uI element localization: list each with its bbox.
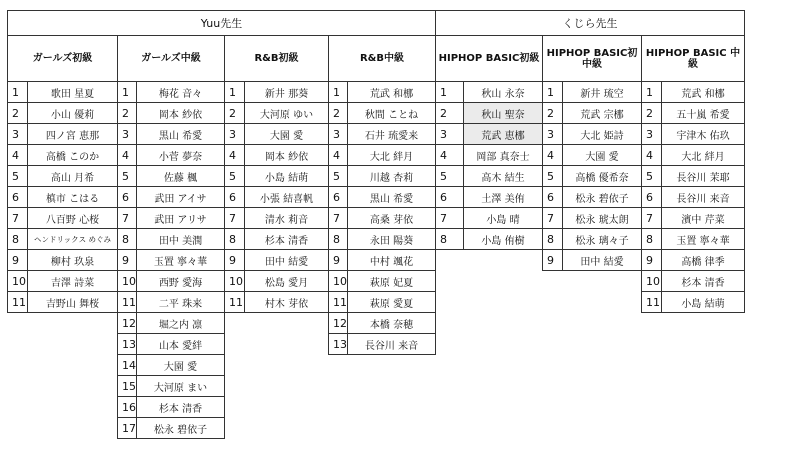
member-name: 山本 愛絆 (136, 333, 225, 355)
row-number: 7 (435, 207, 464, 229)
member-name: 本橋 奈穂 (347, 312, 436, 334)
row-number: 9 (7, 249, 28, 271)
member-name: 新井 琉空 (562, 81, 642, 103)
member-name: 宇津木 佑玖 (661, 123, 745, 145)
row-number: 4 (435, 144, 464, 166)
row-number: 15 (117, 375, 137, 397)
row-number: 1 (7, 81, 28, 103)
member-name: 荒武 和梛 (347, 81, 436, 103)
row-number: 4 (542, 144, 563, 166)
member-name: 大北 絆月 (347, 144, 436, 166)
row-number: 11 (7, 291, 28, 313)
row-number: 7 (328, 207, 348, 229)
member-name: 村木 芽依 (244, 291, 329, 313)
member-name: 杉本 清香 (136, 396, 225, 418)
row-number: 5 (542, 165, 563, 187)
row-number: 1 (224, 81, 245, 103)
member-name: 秋間 ことね (347, 102, 436, 124)
member-name: 中村 颯花 (347, 249, 436, 271)
member-name: 梅花 音々 (136, 81, 225, 103)
row-number: 8 (641, 228, 662, 250)
row-number: 3 (542, 123, 563, 145)
row-number: 1 (641, 81, 662, 103)
member-name: 小山 優莉 (27, 102, 118, 124)
group-header: R&B初級 (224, 35, 329, 82)
teacher-header: Yuu先生 (7, 10, 436, 36)
row-number: 8 (7, 228, 28, 250)
row-number: 12 (117, 312, 137, 334)
member-name: 荒武 和梛 (661, 81, 745, 103)
member-name: 吉澤 詩菜 (27, 270, 118, 292)
row-number: 12 (328, 312, 348, 334)
member-name: 大河原 まい (136, 375, 225, 397)
row-number: 6 (641, 186, 662, 208)
teacher-header: くじら先生 (435, 10, 745, 36)
row-number: 5 (435, 165, 464, 187)
member-name: 大園 愛 (562, 144, 642, 166)
member-name: 歌田 星夏 (27, 81, 118, 103)
row-number: 9 (542, 249, 563, 271)
member-name: 武田 アイサ (136, 186, 225, 208)
row-number: 8 (328, 228, 348, 250)
row-number: 6 (117, 186, 137, 208)
row-number: 1 (435, 81, 464, 103)
row-number: 2 (224, 102, 245, 124)
member-name: 小張 結喜帆 (244, 186, 329, 208)
member-name: 松永 碧依子 (136, 417, 225, 439)
member-name: 西野 愛海 (136, 270, 225, 292)
row-number: 2 (641, 102, 662, 124)
member-name: 黒山 希愛 (136, 123, 225, 145)
member-name: 槙市 こはる (27, 186, 118, 208)
row-number: 4 (7, 144, 28, 166)
row-number: 8 (542, 228, 563, 250)
member-name: 二平 珠来 (136, 291, 225, 313)
member-name: 高橋 律季 (661, 249, 745, 271)
member-name: 八百野 心桜 (27, 207, 118, 229)
member-name: 高橋 優希奈 (562, 165, 642, 187)
member-name: 長谷川 来音 (347, 333, 436, 355)
member-name: 小菅 夢奈 (136, 144, 225, 166)
row-number: 6 (542, 186, 563, 208)
member-name: 武田 アリサ (136, 207, 225, 229)
row-number: 11 (224, 291, 245, 313)
group-header: HIPHOP BASIC初級 (435, 35, 543, 82)
row-number: 6 (328, 186, 348, 208)
member-name: ヘンドリックス めぐみ (27, 228, 118, 250)
group-header: R&B中級 (328, 35, 436, 82)
row-number: 13 (328, 333, 348, 355)
member-name: 萩原 妃夏 (347, 270, 436, 292)
member-name: 堀之内 凛 (136, 312, 225, 334)
member-name: 荒武 宗梛 (562, 102, 642, 124)
row-number: 10 (641, 270, 662, 292)
member-name: 長谷川 茉耶 (661, 165, 745, 187)
row-number: 2 (117, 102, 137, 124)
row-number: 5 (224, 165, 245, 187)
member-name: 荒武 恵梛 (463, 123, 543, 145)
member-name: 柳村 玖泉 (27, 249, 118, 271)
member-name: 杉本 清香 (244, 228, 329, 250)
row-number: 9 (117, 249, 137, 271)
member-name: 大園 愛 (244, 123, 329, 145)
row-number: 1 (117, 81, 137, 103)
member-name: 杉本 清香 (661, 270, 745, 292)
row-number: 4 (328, 144, 348, 166)
row-number: 6 (435, 186, 464, 208)
row-number: 14 (117, 354, 137, 376)
row-number: 7 (7, 207, 28, 229)
row-number: 10 (7, 270, 28, 292)
row-number: 10 (224, 270, 245, 292)
member-name: 岡本 紗依 (244, 144, 329, 166)
member-name: 高山 月希 (27, 165, 118, 187)
member-name: 田中 結愛 (562, 249, 642, 271)
group-header: ガールズ初級 (7, 35, 118, 82)
member-name: 高桑 芽依 (347, 207, 436, 229)
row-number: 3 (117, 123, 137, 145)
row-number: 9 (641, 249, 662, 271)
member-name: 松島 愛月 (244, 270, 329, 292)
row-number: 2 (435, 102, 464, 124)
row-number: 7 (641, 207, 662, 229)
member-name: 松永 碧依子 (562, 186, 642, 208)
row-number: 5 (328, 165, 348, 187)
row-number: 2 (7, 102, 28, 124)
row-number: 11 (641, 291, 662, 313)
member-name: 高橋 このか (27, 144, 118, 166)
member-name: 岡本 紗依 (136, 102, 225, 124)
member-name: 田中 美潤 (136, 228, 225, 250)
row-number: 2 (542, 102, 563, 124)
row-number: 6 (224, 186, 245, 208)
row-number: 11 (117, 291, 137, 313)
row-number: 13 (117, 333, 137, 355)
member-name: 五十嵐 希愛 (661, 102, 745, 124)
row-number: 5 (117, 165, 137, 187)
row-number: 2 (328, 102, 348, 124)
row-number: 3 (641, 123, 662, 145)
row-number: 17 (117, 417, 137, 439)
row-number: 3 (7, 123, 28, 145)
row-number: 8 (435, 228, 464, 250)
member-name: 高木 結生 (463, 165, 543, 187)
row-number: 8 (224, 228, 245, 250)
member-name: 濱中 芹菜 (661, 207, 745, 229)
member-name: 大北 姫詩 (562, 123, 642, 145)
row-number: 4 (117, 144, 137, 166)
row-number: 5 (641, 165, 662, 187)
member-name: 大園 愛 (136, 354, 225, 376)
member-name: 玉置 寧々華 (136, 249, 225, 271)
row-number: 1 (328, 81, 348, 103)
member-name: 長谷川 来音 (661, 186, 745, 208)
member-name: 秋山 永奈 (463, 81, 543, 103)
member-name: 小島 結萌 (661, 291, 745, 313)
member-name: 大北 絆月 (661, 144, 745, 166)
member-name: 小島 晴 (463, 207, 543, 229)
member-name: 松永 琥太朗 (562, 207, 642, 229)
member-name: 永田 陽葵 (347, 228, 436, 250)
member-name: 新井 那葵 (244, 81, 329, 103)
row-number: 5 (7, 165, 28, 187)
member-name: 四ノ宮 恵那 (27, 123, 118, 145)
member-name: 清水 莉音 (244, 207, 329, 229)
row-number: 4 (641, 144, 662, 166)
member-name: 小島 侑樹 (463, 228, 543, 250)
group-header: ガールズ中級 (117, 35, 225, 82)
member-name: 佐藤 楓 (136, 165, 225, 187)
member-name: 萩原 愛夏 (347, 291, 436, 313)
member-name: 松永 璃々子 (562, 228, 642, 250)
member-name: 黒山 希愛 (347, 186, 436, 208)
member-name: 秋山 聖奈 (463, 102, 543, 124)
row-number: 9 (224, 249, 245, 271)
row-number: 10 (117, 270, 137, 292)
member-name: 岡部 真奈士 (463, 144, 543, 166)
row-number: 8 (117, 228, 137, 250)
member-name: 土澤 美侑 (463, 186, 543, 208)
row-number: 4 (224, 144, 245, 166)
group-header: HIPHOP BASIC 中級 (641, 35, 745, 82)
row-number: 1 (542, 81, 563, 103)
row-number: 3 (328, 123, 348, 145)
row-number: 7 (542, 207, 563, 229)
row-number: 16 (117, 396, 137, 418)
member-name: 川越 杏莉 (347, 165, 436, 187)
group-header: HIPHOP BASIC初中級 (542, 35, 642, 82)
row-number: 9 (328, 249, 348, 271)
member-name: 田中 結愛 (244, 249, 329, 271)
row-number: 6 (7, 186, 28, 208)
row-number: 7 (224, 207, 245, 229)
row-number: 3 (435, 123, 464, 145)
member-name: 吉野山 舞桜 (27, 291, 118, 313)
member-name: 石井 琉愛来 (347, 123, 436, 145)
row-number: 3 (224, 123, 245, 145)
member-name: 小島 結萌 (244, 165, 329, 187)
row-number: 11 (328, 291, 348, 313)
row-number: 10 (328, 270, 348, 292)
row-number: 7 (117, 207, 137, 229)
member-name: 玉置 寧々華 (661, 228, 745, 250)
member-name: 大河原 ゆい (244, 102, 329, 124)
